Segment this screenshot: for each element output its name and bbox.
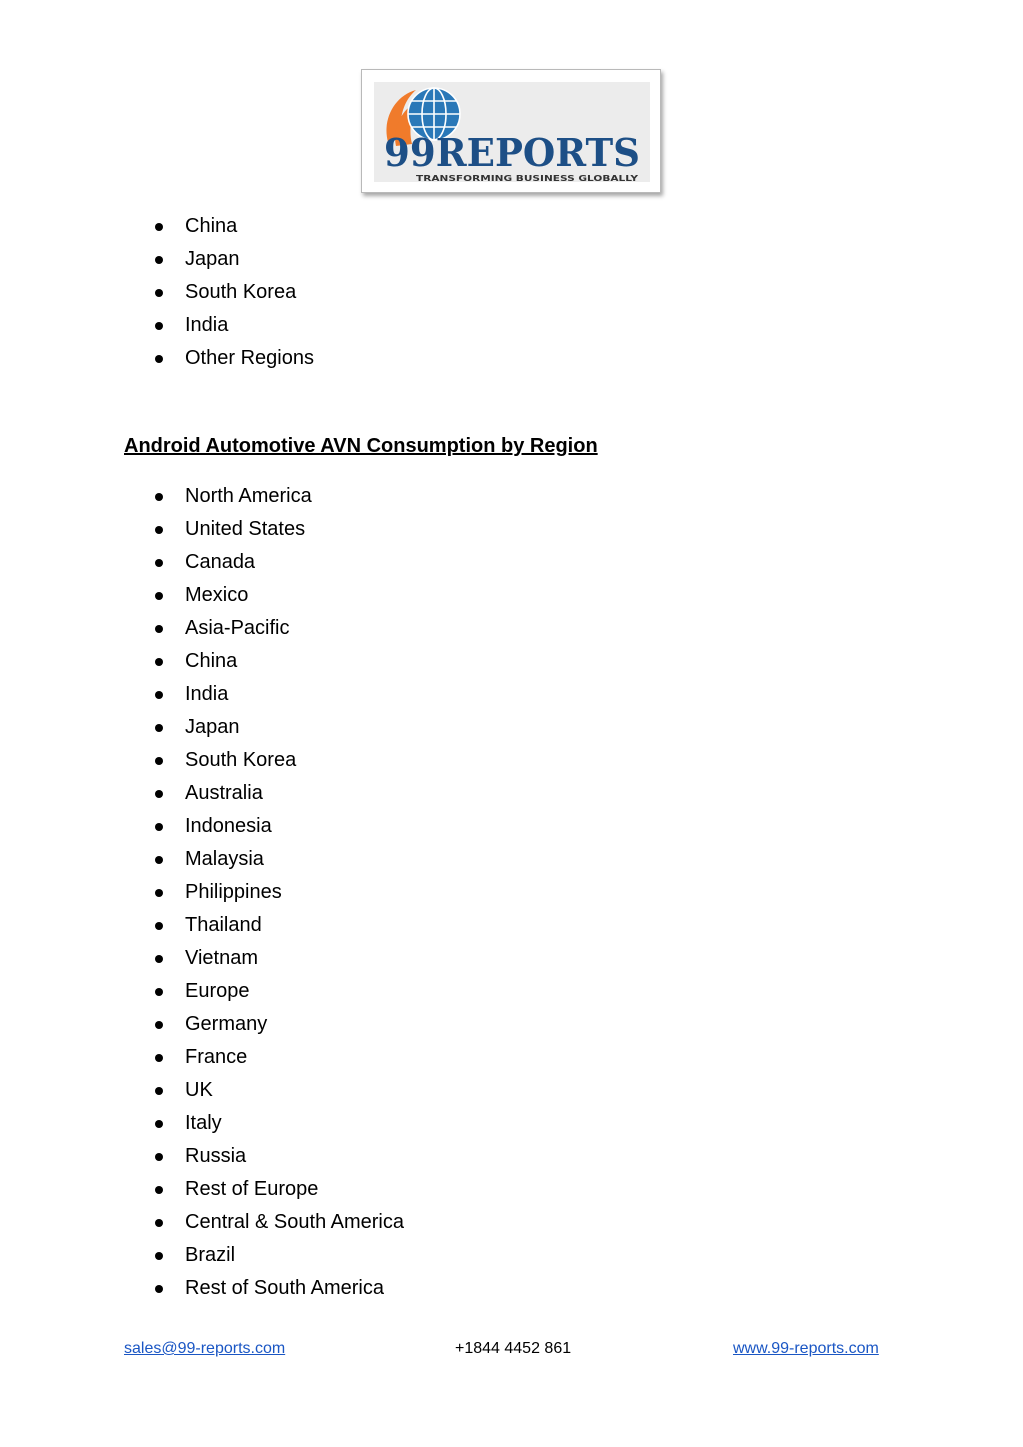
list-item: Australia [152,777,404,810]
list-item: Rest of South America [152,1272,404,1305]
section-heading: Android Automotive AVN Consumption by Region [124,435,598,457]
list-item: Italy [152,1107,404,1140]
globe-logo-icon [374,82,650,182]
list-item: Malaysia [152,843,404,876]
list-item: France [152,1041,404,1074]
list-item: China [152,210,314,243]
list-item: Canada [152,546,404,579]
email-link[interactable]: sales@99-reports.com [124,1340,286,1357]
list-item: UK [152,1074,404,1107]
list-item: Vietnam [152,942,404,975]
logo-brand-text: 99REPORTS [384,130,640,175]
list-item: China [152,645,404,678]
list-item: Rest of Europe [152,1173,404,1206]
list-item: Japan [152,711,404,744]
list-item: Thailand [152,909,404,942]
logo-tagline: TRANSFORMING BUSINESS GLOBALLY [416,174,639,182]
list-item: Other Regions [152,342,314,375]
list-item: North America [152,480,404,513]
list-item: United States [152,513,404,546]
list-item: South Korea [152,744,404,777]
consumption-region-list [152,480,404,1305]
list-item: Germany [152,1008,404,1041]
list-item: Russia [152,1140,404,1173]
list-item: Mexico [152,579,404,612]
list-item: Central & South America [152,1206,404,1239]
list-item: India [152,678,404,711]
logo-frame [361,69,661,193]
footer-phone: +1844 4452 861 [455,1340,572,1357]
list-item: India [152,309,314,342]
footer-email [124,1340,285,1358]
list-item: Asia-Pacific [152,612,404,645]
list-item: Japan [152,243,314,276]
top-region-list [152,210,314,375]
footer-website [733,1340,879,1358]
list-item: Indonesia [152,810,404,843]
list-item: Europe [152,975,404,1008]
logo [374,82,650,182]
list-item: Brazil [152,1239,404,1272]
website-link[interactable]: www.99-reports.com [733,1340,879,1357]
list-item: Philippines [152,876,404,909]
list-item: South Korea [152,276,314,309]
